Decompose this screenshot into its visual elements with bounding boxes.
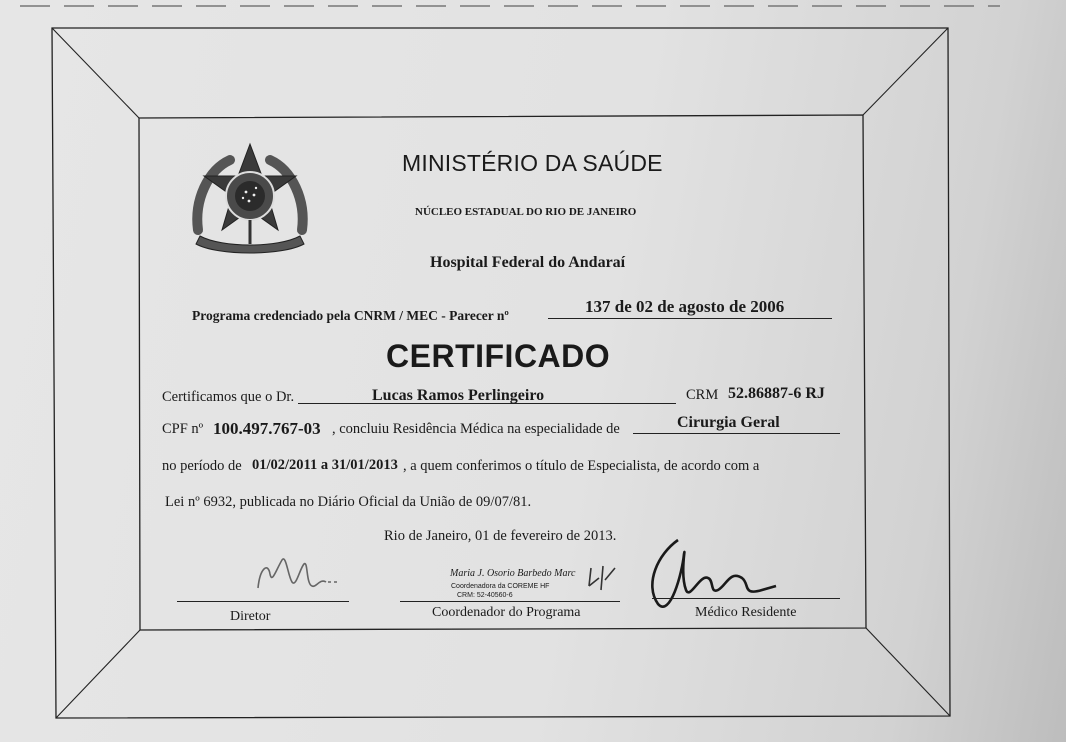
period-value: 01/02/2011 a 31/01/2013: [252, 457, 398, 473]
period-suffix: , a quem conferimos o título de Especialista, de acordo com a: [403, 458, 760, 474]
resident-sign-line: [652, 598, 840, 599]
crm-value: 52.86887-6 RJ: [728, 385, 825, 402]
resident-label: Médico Residente: [695, 605, 797, 620]
hospital-name: Hospital Federal do Andaraí: [430, 254, 626, 271]
cpf-value: 100.497.767-03: [213, 419, 321, 438]
specialty-value: Cirurgia Geral: [677, 414, 780, 431]
brazil-coat-of-arms-icon: [188, 140, 312, 268]
parecer-underline: [548, 318, 832, 319]
director-sign-line: [177, 601, 349, 602]
period-prefix: no período de: [162, 458, 242, 474]
nucleo-subtitle: NÚCLEO ESTADUAL DO RIO DE JANEIRO: [415, 206, 637, 218]
ministry-title: MINISTÉRIO DA SAÚDE: [402, 150, 663, 176]
program-label: Programa credenciado pela CNRM / MEC - Parecer nº: [192, 308, 509, 323]
law-text: Lei nº 6932, publicada no Diário Oficial da União de 09/07/81.: [165, 494, 532, 510]
director-label: Diretor: [230, 609, 271, 624]
director-signature: [246, 548, 356, 598]
coordinator-sign-line: [400, 601, 620, 602]
resident-signature: [630, 534, 780, 614]
coordinator-stamp-name: Maria J. Osorio Barbedo Marc: [450, 568, 576, 579]
coordinator-signature: [585, 560, 625, 596]
doctor-name: Lucas Ramos Perlingeiro: [372, 387, 545, 404]
specialty-underline: [633, 433, 840, 434]
coordinator-stamp-crm: CRM: 52-40560-6: [457, 592, 513, 599]
crm-label: CRM: [686, 387, 719, 403]
cpf-label: CPF nº: [162, 421, 204, 437]
certify-prefix: Certificamos que o Dr.: [162, 389, 295, 405]
coordinator-label: Coordenador do Programa: [432, 605, 581, 620]
place-date: Rio de Janeiro, 01 de fevereiro de 2013.: [384, 528, 617, 544]
certificate-title: CERTIFICADO: [386, 338, 611, 374]
coordinator-stamp-role: Coordenadora da COREME HF: [451, 583, 550, 590]
residency-text: , concluiu Residência Médica na especialidade de: [332, 421, 620, 437]
parecer-value: 137 de 02 de agosto de 2006: [585, 297, 785, 316]
